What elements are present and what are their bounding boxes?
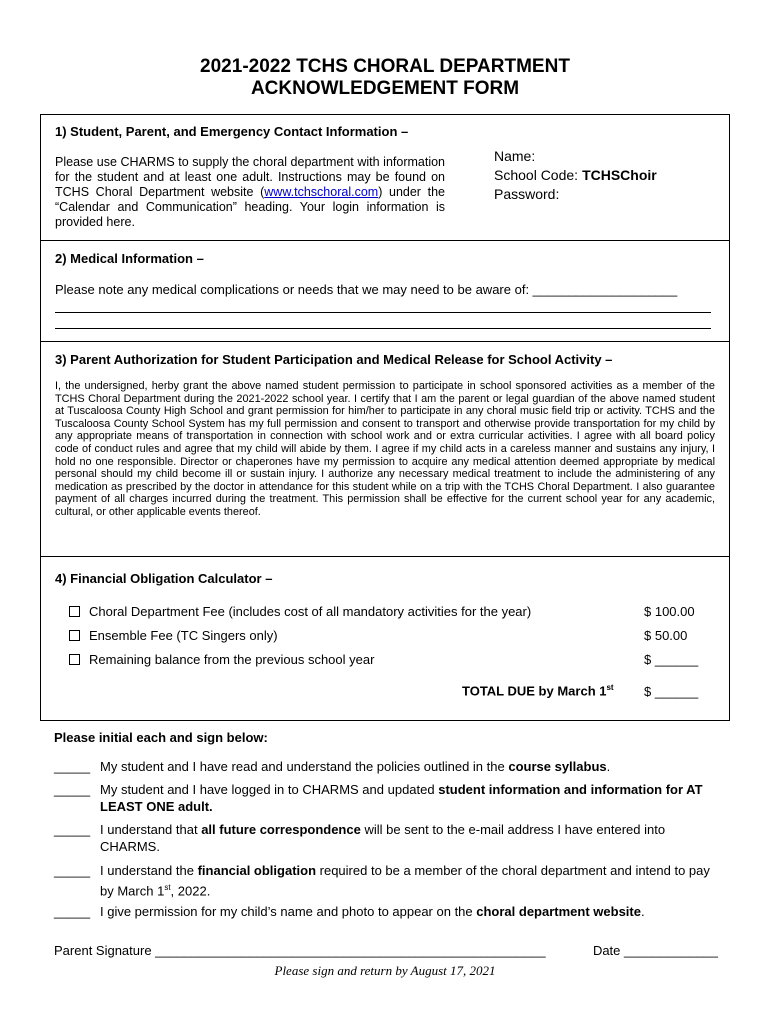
ack-text-sup: st xyxy=(164,883,171,892)
signature-row xyxy=(54,943,718,958)
section-3-heading: 3) Parent Authorization for Student Participation and Medical Release for School Activity – xyxy=(55,352,613,367)
ack-item-charms xyxy=(54,781,720,815)
ack-text-part: I give permission for my child’s name and photo to appear on the xyxy=(100,904,477,919)
initials-heading: Please initial each and sign below: xyxy=(54,730,268,745)
fee-row-balance xyxy=(69,652,701,667)
checkbox-choral-fee[interactable] xyxy=(69,606,80,617)
total-due-text: TOTAL DUE by March 1 xyxy=(462,683,607,699)
form-title xyxy=(0,56,770,100)
fee-amount: $ ______ xyxy=(644,652,699,667)
ack-text-part: required to be a member of the choral department and intend to pay by March 1 xyxy=(100,863,710,899)
ack-text xyxy=(100,781,720,815)
ack-text-part: I understand that xyxy=(100,822,202,837)
ack-text-part: My student and I have read and understand the policies outlined in the xyxy=(100,759,509,774)
section-parent-authorization xyxy=(40,341,730,557)
section-contact-info xyxy=(40,114,730,241)
form-title-line1: 2021-2022 TCHS CHORAL DEPARTMENT xyxy=(200,56,570,77)
fee-row-ensemble xyxy=(69,628,701,643)
ack-text xyxy=(100,903,720,920)
ack-text-part: will be sent to the e-mail address I have entered into CHARMS. xyxy=(100,822,666,854)
form-title-line2: ACKNOWLEDGEMENT FORM xyxy=(250,78,520,99)
checkbox-ensemble-fee[interactable] xyxy=(69,630,80,641)
ack-text-part: . xyxy=(606,759,611,774)
ack-text xyxy=(100,758,720,775)
section-4-heading: 4) Financial Obligation Calculator – xyxy=(55,571,273,586)
fee-amount: $ 100.00 xyxy=(644,604,695,619)
school-code-row xyxy=(494,166,657,185)
section-2-heading: 2) Medical Information – xyxy=(55,251,204,266)
ack-text-bold: financial obligation xyxy=(197,863,317,878)
initial-blank[interactable]: _____ xyxy=(54,863,91,878)
fee-label: Remaining balance from the previous school year xyxy=(89,652,375,667)
instructions-text-2: ) under the “Calendar and Communication” heading. Your login information is provided here. xyxy=(55,185,445,229)
ack-text-bold: all future correspondence xyxy=(201,822,361,837)
section-financial-calculator xyxy=(40,556,730,721)
date-field[interactable]: Date _____________ xyxy=(592,943,718,958)
section-1-heading: 1) Student, Parent, and Emergency Contact Information – xyxy=(55,124,409,139)
section-medical-info xyxy=(40,240,730,342)
total-due-amount[interactable]: $ ______ xyxy=(644,684,699,699)
return-instructions: Please sign and return by August 17, 2021 xyxy=(274,963,496,978)
fee-label: Ensemble Fee (TC Singers only) xyxy=(89,628,278,643)
ack-item-financial xyxy=(54,862,720,899)
ack-item-correspondence xyxy=(54,821,720,855)
instructions-text-1: Please use CHARMS to supply the choral department with information for the student and at least one adult. Instructions may be found on TCHS Choral Department website ( xyxy=(55,155,445,199)
website-link[interactable]: www.tchschoral.com xyxy=(264,185,379,199)
school-code-label: School Code: xyxy=(494,167,579,183)
ack-text xyxy=(100,821,720,855)
ack-text xyxy=(100,862,720,899)
ack-text-part: I understand the xyxy=(100,863,198,878)
ack-text-bold: choral department website xyxy=(476,904,641,919)
initial-blank[interactable]: _____ xyxy=(54,759,91,774)
medical-line-2[interactable] xyxy=(55,328,711,329)
ack-text-part: My student and I have logged in to CHARMS and updated xyxy=(100,782,439,797)
fee-row-choral xyxy=(69,604,701,619)
initial-blank[interactable]: _____ xyxy=(54,822,91,837)
school-code-value: TCHSChoir xyxy=(582,167,657,183)
initial-blank[interactable]: _____ xyxy=(54,904,91,919)
fee-amount: $ 50.00 xyxy=(644,628,688,643)
ack-text-bold: student information and information for AT LEAST ONE adult. xyxy=(100,782,703,814)
medical-line-1[interactable] xyxy=(55,312,711,313)
authorization-text: I, the undersigned, herby grant the above named student permission to participate in school sponsored activities as a member of the TCHS Choral Department during the 2021-2022 school year. I certify that I am the parent or legal guardian of the above named student at Tuscaloosa County High School and grant permission for him/her to participate in any choral music field trip or activity. TCHS and the Tuscaloosa County School System has my full permission and consent to transport and otherwise provide transportation for my child by any appropriate means of transportation in connection with school work and or extra curricular activities. I agree with all board policy code of conduct rules and agree that my child will abide by them. I agree if my child acts in a careless manner and sustains any injury, I hold no one responsible. Director or chaperones have my permission to acquire any medical attention deemed appropriate by medical personal should my child become ill or sustain injury. I authorize any necessary medical treatment to include the administering of any medication as prescribed by the doctor in attendance for this student while on a trip with the TCHS Choral Department. I also guarantee payment of all charges incurred during the treatment. This permission shall be effective for the current school year for any academic, cultural, or other applicable events thereof. xyxy=(55,380,715,518)
ack-item-syllabus xyxy=(54,758,720,775)
medical-prompt: Please note any medical complications or needs that we may need to be aware of: ____________________ xyxy=(55,282,678,297)
ack-item-photo xyxy=(54,903,720,920)
fee-label: Choral Department Fee (includes cost of all mandatory activities for the year) xyxy=(89,604,532,619)
ack-text-part: , 2022. xyxy=(170,883,211,899)
checkbox-remaining-balance[interactable] xyxy=(69,654,80,665)
ack-text-part: . xyxy=(640,904,645,919)
total-due-label xyxy=(462,683,614,698)
name-label: Name: xyxy=(494,148,536,164)
login-info xyxy=(494,147,657,204)
total-due-sup: st xyxy=(606,683,614,692)
charms-instructions xyxy=(55,155,445,230)
ack-text-bold: course syllabus xyxy=(508,759,607,774)
parent-signature-field[interactable]: Parent Signature ______________________________________________________ xyxy=(54,943,546,958)
password-label: Password: xyxy=(494,186,560,202)
initial-blank[interactable]: _____ xyxy=(54,782,91,797)
